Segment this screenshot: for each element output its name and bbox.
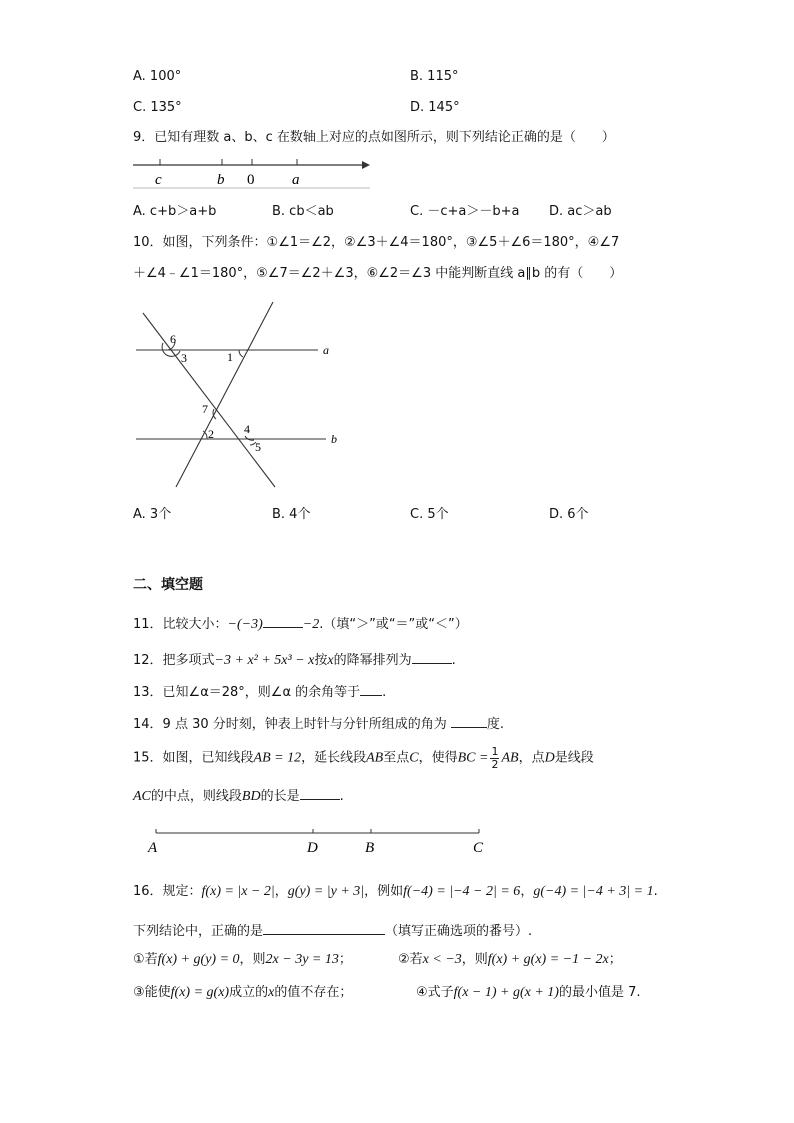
q16-option-4: ④式子f(x − 1) + g(x + 1)的最小值是 7. <box>416 985 641 1000</box>
q10-option-c: C. 5个 <box>410 507 449 522</box>
q16-option-2: ②若x < −3，则f(x) + g(x) = −1 − 2x； <box>398 952 622 967</box>
point-label-b: B <box>365 840 375 856</box>
q16-option-1: ①若f(x) + g(y) = 0，则2x − 3y = 13； <box>133 952 352 967</box>
q8-option-b: B. 115° <box>410 69 459 84</box>
q9-option-a: A. c+b＞a+b <box>133 204 217 219</box>
angle-label-4: 4 <box>244 422 250 436</box>
q10-stem-line1: 10．如图，下列条件：①∠1＝∠2，②∠3＋∠4＝180°，③∠5＋∠6＝180°，④∠7 <box>133 235 620 250</box>
section-title: 二、填空题 <box>133 577 203 593</box>
q16-option-3: ③能使f(x) = g(x)成立的x的值不存在； <box>133 985 353 1000</box>
q15-line1: 15．如图，已知线段AB = 12，延长线段AB至点C，使得BC = $\frac{1}{2}$ AB，点D是线段 <box>133 745 594 771</box>
q9-option-c: C. －c+a＞－b+a <box>410 204 520 219</box>
q16-line2: 下列结论中，正确的是 （填写正确选项的番号）. <box>133 924 533 939</box>
angle-label-2: 2 <box>208 427 214 441</box>
q10-option-a: A. 3个 <box>133 507 172 522</box>
q9-option-d: D. ac＞ab <box>549 204 612 219</box>
angle-label-7: 7 <box>202 402 208 416</box>
number-line-figure <box>130 155 375 191</box>
angle-label-5: 5 <box>255 440 261 454</box>
q8-option-d: D. 145° <box>410 100 460 115</box>
q8-option-a: A. 100° <box>133 69 182 84</box>
q12: 12．把多项式−3 + x² + 5x³ − x按x的降幂排列为 . <box>133 653 456 668</box>
line-label-a: a <box>323 343 329 357</box>
axis-label-a: a <box>292 172 300 188</box>
q9-option-b: B. cb＜ab <box>272 204 334 219</box>
q10-stem-line2: ＋∠4﹣∠1＝180°，⑤∠7＝∠2＋∠3，⑥∠2＝∠3 中能判断直线 a∥b 的有（ ） <box>133 266 623 281</box>
q15-line2: AC的中点，则线段BD的长是 . <box>133 789 344 804</box>
angle-label-6: 6 <box>170 332 176 346</box>
point-label-d: D <box>307 840 318 856</box>
fraction-one-half: $\frac{1}{2}$ <box>491 745 499 771</box>
axis-label-c: c <box>155 172 162 188</box>
q10-option-b: B. 4个 <box>272 507 311 522</box>
segment-figure <box>145 825 495 857</box>
q14: 14．9 点 30 分时刻，钟表上时针与分针所组成的角为 度. <box>133 717 505 732</box>
q16-line1: 16．规定：f(x) = |x − 2|，g(y) = |y + 3|，例如f(−4) = |−4 − 2| = 6，g(−4) = |−4 + 3| = 1. <box>133 884 658 899</box>
q13: 13．已知∠α＝28°，则∠α 的余角等于 . <box>133 685 387 700</box>
q11: 11．比较大小：−(−3) −2.（填“＞”或“＝”或“＜”） <box>133 617 468 632</box>
q8-option-c: C. 135° <box>133 100 182 115</box>
line-label-b: b <box>331 432 337 446</box>
point-label-a: A <box>148 840 158 856</box>
axis-label-zero: 0 <box>247 172 255 188</box>
axis-label-b: b <box>217 172 225 188</box>
parallel-lines-figure <box>130 295 350 495</box>
q9-stem: 9．已知有理数 a、b、c 在数轴上对应的点如图所示，则下列结论正确的是（ ） <box>133 130 615 145</box>
angle-label-3: 3 <box>181 351 187 365</box>
q10-option-d: D. 6个 <box>549 507 589 522</box>
point-label-c: C <box>473 840 484 856</box>
angle-label-1: 1 <box>227 350 233 364</box>
